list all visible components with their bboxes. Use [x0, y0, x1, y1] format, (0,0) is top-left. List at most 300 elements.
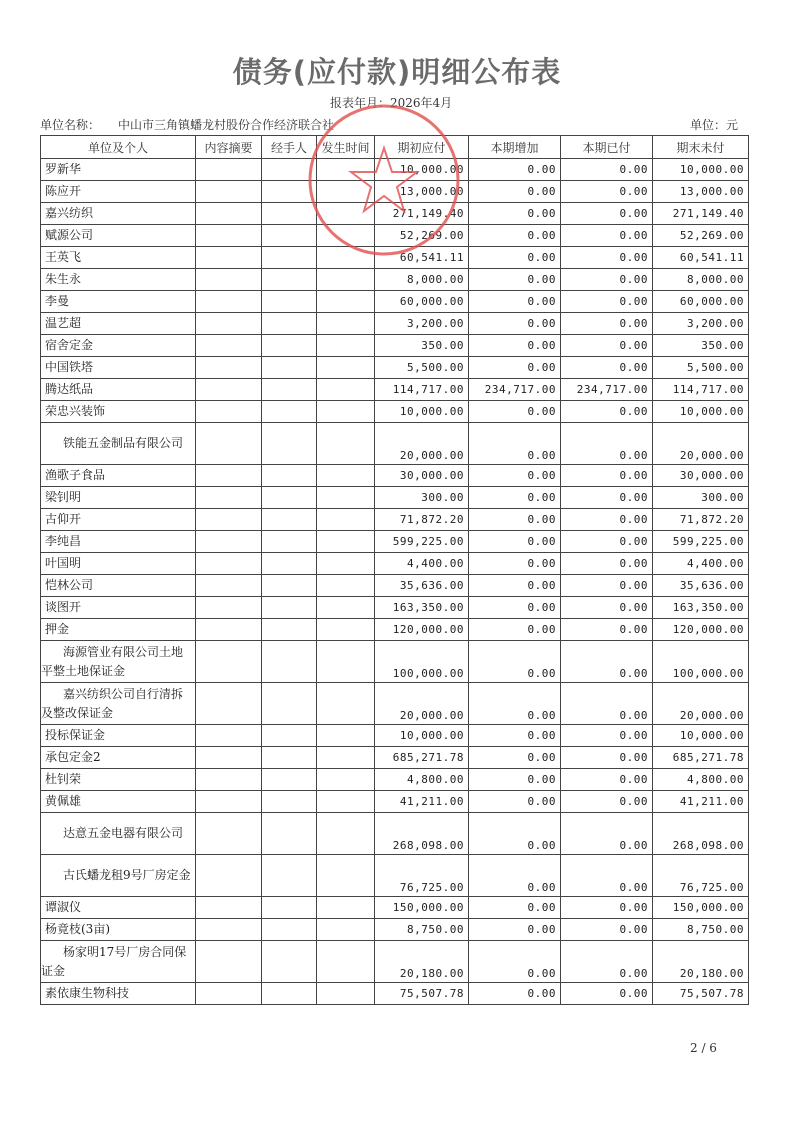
report-period: 报表年月：2026年4月	[330, 96, 453, 110]
summary-cell	[196, 225, 262, 247]
handler-cell	[262, 379, 317, 401]
party-name-cell: 古仰开	[41, 509, 196, 531]
handler-cell	[262, 401, 317, 423]
table-row	[41, 401, 749, 423]
closing-amount-cell: 163,350.00	[653, 597, 749, 619]
closing-amount-cell: 4,800.00	[653, 769, 749, 791]
date-cell	[317, 769, 375, 791]
table-row	[41, 553, 749, 575]
col-header-closing: 期末未付	[653, 136, 749, 159]
handler-cell	[262, 531, 317, 553]
handler-cell	[262, 291, 317, 313]
date-cell	[317, 423, 375, 465]
handler-cell	[262, 619, 317, 641]
increase-amount-cell: 0.00	[469, 423, 561, 465]
paid-amount-cell: 0.00	[561, 159, 653, 181]
increase-amount-cell: 0.00	[469, 919, 561, 941]
opening-amount-cell: 8,750.00	[375, 919, 469, 941]
opening-amount-cell: 60,000.00	[375, 291, 469, 313]
date-cell	[317, 401, 375, 423]
opening-amount-cell: 114,717.00	[375, 379, 469, 401]
party-name-cell: 赋源公司	[41, 225, 196, 247]
date-cell	[317, 941, 375, 983]
party-name-cell: 中国铁塔	[41, 357, 196, 379]
table-header-row	[41, 136, 749, 159]
closing-amount-cell: 75,507.78	[653, 983, 749, 1005]
table-row	[41, 813, 749, 855]
closing-amount-cell: 5,500.00	[653, 357, 749, 379]
summary-cell	[196, 553, 262, 575]
date-cell	[317, 509, 375, 531]
increase-amount-cell: 0.00	[469, 791, 561, 813]
increase-amount-cell: 0.00	[469, 509, 561, 531]
closing-amount-cell: 10,000.00	[653, 401, 749, 423]
party-name-cell: 荣忠兴装饰	[41, 401, 196, 423]
opening-amount-cell: 163,350.00	[375, 597, 469, 619]
party-name-cell: 叶国明	[41, 553, 196, 575]
table-row	[41, 641, 749, 683]
paid-amount-cell: 0.00	[561, 203, 653, 225]
increase-amount-cell: 0.00	[469, 553, 561, 575]
date-cell	[317, 919, 375, 941]
party-name-cell: 陈应开	[41, 181, 196, 203]
summary-cell	[196, 423, 262, 465]
table-row	[41, 725, 749, 747]
party-name-cell: 杜钊荣	[41, 769, 196, 791]
summary-cell	[196, 919, 262, 941]
party-name-cell: 承包定金2	[41, 747, 196, 769]
increase-amount-cell: 0.00	[469, 941, 561, 983]
table-row	[41, 335, 749, 357]
handler-cell	[262, 725, 317, 747]
closing-amount-cell: 20,180.00	[653, 941, 749, 983]
increase-amount-cell: 0.00	[469, 181, 561, 203]
summary-cell	[196, 769, 262, 791]
table-row	[41, 269, 749, 291]
closing-amount-cell: 60,541.11	[653, 247, 749, 269]
paid-amount-cell: 0.00	[561, 247, 653, 269]
opening-amount-cell: 4,400.00	[375, 553, 469, 575]
date-cell	[317, 641, 375, 683]
opening-amount-cell: 268,098.00	[375, 813, 469, 855]
paid-amount-cell: 0.00	[561, 897, 653, 919]
date-cell	[317, 553, 375, 575]
handler-cell	[262, 159, 317, 181]
paid-amount-cell: 0.00	[561, 487, 653, 509]
table-row	[41, 941, 749, 983]
party-name-cell: 恺林公司	[41, 575, 196, 597]
increase-amount-cell: 0.00	[469, 747, 561, 769]
date-cell	[317, 357, 375, 379]
opening-amount-cell: 20,000.00	[375, 683, 469, 725]
page-number: 2 / 6	[690, 1041, 717, 1055]
opening-amount-cell: 20,000.00	[375, 423, 469, 465]
summary-cell	[196, 597, 262, 619]
handler-cell	[262, 225, 317, 247]
table-row	[41, 159, 749, 181]
opening-amount-cell: 120,000.00	[375, 619, 469, 641]
handler-cell	[262, 747, 317, 769]
paid-amount-cell: 0.00	[561, 465, 653, 487]
party-name-cell: 温艺超	[41, 313, 196, 335]
party-name-cell: 铁能五金制品有限公司	[41, 423, 196, 465]
date-cell	[317, 159, 375, 181]
date-cell	[317, 531, 375, 553]
summary-cell	[196, 335, 262, 357]
party-name-cell: 李纯昌	[41, 531, 196, 553]
party-name-cell: 素依康生物科技	[41, 983, 196, 1005]
party-name-cell: 谭淑仪	[41, 897, 196, 919]
date-cell	[317, 813, 375, 855]
opening-amount-cell: 10,000.00	[375, 401, 469, 423]
closing-amount-cell: 10,000.00	[653, 159, 749, 181]
handler-cell	[262, 181, 317, 203]
date-cell	[317, 487, 375, 509]
col-header-summary: 内容摘要	[196, 136, 262, 159]
party-name-cell: 朱生永	[41, 269, 196, 291]
closing-amount-cell: 8,750.00	[653, 919, 749, 941]
date-cell	[317, 725, 375, 747]
closing-amount-cell: 41,211.00	[653, 791, 749, 813]
paid-amount-cell: 0.00	[561, 747, 653, 769]
table-row	[41, 769, 749, 791]
opening-amount-cell: 52,269.00	[375, 225, 469, 247]
closing-amount-cell: 114,717.00	[653, 379, 749, 401]
increase-amount-cell: 0.00	[469, 769, 561, 791]
opening-amount-cell: 350.00	[375, 335, 469, 357]
table-row	[41, 597, 749, 619]
handler-cell	[262, 423, 317, 465]
closing-amount-cell: 300.00	[653, 487, 749, 509]
table-row	[41, 509, 749, 531]
closing-amount-cell: 10,000.00	[653, 725, 749, 747]
closing-amount-cell: 685,271.78	[653, 747, 749, 769]
closing-amount-cell: 35,636.00	[653, 575, 749, 597]
opening-amount-cell: 4,800.00	[375, 769, 469, 791]
party-name-cell: 宿舍定金	[41, 335, 196, 357]
table-row	[41, 291, 749, 313]
date-cell	[317, 465, 375, 487]
paid-amount-cell: 0.00	[561, 813, 653, 855]
col-header-party: 单位及个人	[41, 136, 196, 159]
paid-amount-cell: 0.00	[561, 291, 653, 313]
date-cell	[317, 597, 375, 619]
summary-cell	[196, 291, 262, 313]
closing-amount-cell: 120,000.00	[653, 619, 749, 641]
handler-cell	[262, 597, 317, 619]
paid-amount-cell: 0.00	[561, 225, 653, 247]
summary-cell	[196, 181, 262, 203]
opening-amount-cell: 41,211.00	[375, 791, 469, 813]
paid-amount-cell: 0.00	[561, 553, 653, 575]
opening-amount-cell: 599,225.00	[375, 531, 469, 553]
opening-amount-cell: 8,000.00	[375, 269, 469, 291]
opening-amount-cell: 10,000.00	[375, 159, 469, 181]
org-label: 单位名称：	[40, 118, 101, 132]
date-cell	[317, 313, 375, 335]
table-row	[41, 313, 749, 335]
party-name-cell: 押金	[41, 619, 196, 641]
summary-cell	[196, 313, 262, 335]
closing-amount-cell: 8,000.00	[653, 269, 749, 291]
col-header-increase: 本期增加	[469, 136, 561, 159]
table-row	[41, 575, 749, 597]
payables-table	[40, 135, 749, 1005]
opening-amount-cell: 13,000.00	[375, 181, 469, 203]
date-cell	[317, 203, 375, 225]
handler-cell	[262, 941, 317, 983]
summary-cell	[196, 897, 262, 919]
handler-cell	[262, 357, 317, 379]
handler-cell	[262, 769, 317, 791]
increase-amount-cell: 234,717.00	[469, 379, 561, 401]
opening-amount-cell: 300.00	[375, 487, 469, 509]
date-cell	[317, 575, 375, 597]
date-cell	[317, 619, 375, 641]
table-row	[41, 181, 749, 203]
table-row	[41, 247, 749, 269]
increase-amount-cell: 0.00	[469, 683, 561, 725]
date-cell	[317, 225, 375, 247]
summary-cell	[196, 747, 262, 769]
party-name-cell: 嘉兴纺织公司自行清拆及整改保证金	[41, 683, 196, 725]
date-cell	[317, 747, 375, 769]
handler-cell	[262, 335, 317, 357]
date-cell	[317, 247, 375, 269]
party-name-cell: 嘉兴纺织	[41, 203, 196, 225]
party-name-cell: 王英飞	[41, 247, 196, 269]
col-header-opening: 期初应付	[375, 136, 469, 159]
paid-amount-cell: 0.00	[561, 919, 653, 941]
paid-amount-cell: 0.00	[561, 335, 653, 357]
increase-amount-cell: 0.00	[469, 313, 561, 335]
handler-cell	[262, 553, 317, 575]
summary-cell	[196, 465, 262, 487]
closing-amount-cell: 20,000.00	[653, 423, 749, 465]
closing-amount-cell: 71,872.20	[653, 509, 749, 531]
party-name-cell: 古氏蟠龙租9号厂房定金	[41, 855, 196, 897]
table-row	[41, 983, 749, 1005]
paid-amount-cell: 0.00	[561, 641, 653, 683]
summary-cell	[196, 575, 262, 597]
date-cell	[317, 897, 375, 919]
closing-amount-cell: 150,000.00	[653, 897, 749, 919]
paid-amount-cell: 0.00	[561, 181, 653, 203]
opening-amount-cell: 5,500.00	[375, 357, 469, 379]
paid-amount-cell: 0.00	[561, 769, 653, 791]
date-cell	[317, 181, 375, 203]
handler-cell	[262, 983, 317, 1005]
opening-amount-cell: 76,725.00	[375, 855, 469, 897]
summary-cell	[196, 357, 262, 379]
handler-cell	[262, 683, 317, 725]
handler-cell	[262, 813, 317, 855]
summary-cell	[196, 247, 262, 269]
increase-amount-cell: 0.00	[469, 291, 561, 313]
paid-amount-cell: 0.00	[561, 725, 653, 747]
closing-amount-cell: 268,098.00	[653, 813, 749, 855]
party-name-cell: 腾达纸品	[41, 379, 196, 401]
party-name-cell: 梁钊明	[41, 487, 196, 509]
increase-amount-cell: 0.00	[469, 619, 561, 641]
table-row	[41, 203, 749, 225]
date-cell	[317, 379, 375, 401]
increase-amount-cell: 0.00	[469, 247, 561, 269]
opening-amount-cell: 150,000.00	[375, 897, 469, 919]
increase-amount-cell: 0.00	[469, 225, 561, 247]
paid-amount-cell: 0.00	[561, 531, 653, 553]
table-row	[41, 357, 749, 379]
unit-label: 单位：元	[689, 118, 738, 132]
table-body	[41, 159, 749, 1005]
party-name-cell: 渔歌子食品	[41, 465, 196, 487]
increase-amount-cell: 0.00	[469, 487, 561, 509]
date-cell	[317, 683, 375, 725]
opening-amount-cell: 75,507.78	[375, 983, 469, 1005]
handler-cell	[262, 791, 317, 813]
table-row	[41, 919, 749, 941]
paid-amount-cell: 0.00	[561, 509, 653, 531]
summary-cell	[196, 813, 262, 855]
opening-amount-cell: 20,180.00	[375, 941, 469, 983]
summary-cell	[196, 983, 262, 1005]
summary-cell	[196, 725, 262, 747]
summary-cell	[196, 203, 262, 225]
summary-cell	[196, 641, 262, 683]
closing-amount-cell: 76,725.00	[653, 855, 749, 897]
paid-amount-cell: 0.00	[561, 619, 653, 641]
handler-cell	[262, 919, 317, 941]
increase-amount-cell: 0.00	[469, 897, 561, 919]
handler-cell	[262, 269, 317, 291]
closing-amount-cell: 599,225.00	[653, 531, 749, 553]
summary-cell	[196, 791, 262, 813]
handler-cell	[262, 465, 317, 487]
closing-amount-cell: 100,000.00	[653, 641, 749, 683]
handler-cell	[262, 641, 317, 683]
summary-cell	[196, 683, 262, 725]
paid-amount-cell: 0.00	[561, 855, 653, 897]
paid-amount-cell: 0.00	[561, 791, 653, 813]
closing-amount-cell: 60,000.00	[653, 291, 749, 313]
table-row	[41, 855, 749, 897]
summary-cell	[196, 269, 262, 291]
party-name-cell: 黄佩雄	[41, 791, 196, 813]
paid-amount-cell: 234,717.00	[561, 379, 653, 401]
table-row	[41, 531, 749, 553]
opening-amount-cell: 71,872.20	[375, 509, 469, 531]
date-cell	[317, 855, 375, 897]
party-name-cell: 杨竟枝(3亩)	[41, 919, 196, 941]
increase-amount-cell: 0.00	[469, 335, 561, 357]
paid-amount-cell: 0.00	[561, 313, 653, 335]
page-title: 债务(应付款)明细公布表	[232, 55, 562, 89]
increase-amount-cell: 0.00	[469, 983, 561, 1005]
opening-amount-cell: 35,636.00	[375, 575, 469, 597]
opening-amount-cell: 3,200.00	[375, 313, 469, 335]
paid-amount-cell: 0.00	[561, 357, 653, 379]
closing-amount-cell: 13,000.00	[653, 181, 749, 203]
summary-cell	[196, 855, 262, 897]
summary-cell	[196, 159, 262, 181]
paid-amount-cell: 0.00	[561, 941, 653, 983]
col-header-handler: 经手人	[262, 136, 317, 159]
increase-amount-cell: 0.00	[469, 269, 561, 291]
table-row	[41, 379, 749, 401]
date-cell	[317, 335, 375, 357]
paid-amount-cell: 0.00	[561, 597, 653, 619]
increase-amount-cell: 0.00	[469, 357, 561, 379]
opening-amount-cell: 10,000.00	[375, 725, 469, 747]
table-row	[41, 423, 749, 465]
party-name-cell: 罗新华	[41, 159, 196, 181]
opening-amount-cell: 100,000.00	[375, 641, 469, 683]
col-header-paid: 本期已付	[561, 136, 653, 159]
closing-amount-cell: 4,400.00	[653, 553, 749, 575]
date-cell	[317, 291, 375, 313]
opening-amount-cell: 60,541.11	[375, 247, 469, 269]
opening-amount-cell: 271,149.40	[375, 203, 469, 225]
closing-amount-cell: 3,200.00	[653, 313, 749, 335]
org-name: 中山市三角镇蟠龙村股份合作经济联合社	[118, 118, 335, 132]
table-row	[41, 225, 749, 247]
increase-amount-cell: 0.00	[469, 465, 561, 487]
table-row	[41, 683, 749, 725]
increase-amount-cell: 0.00	[469, 575, 561, 597]
table-row	[41, 465, 749, 487]
date-cell	[317, 269, 375, 291]
opening-amount-cell: 685,271.78	[375, 747, 469, 769]
closing-amount-cell: 20,000.00	[653, 683, 749, 725]
paid-amount-cell: 0.00	[561, 983, 653, 1005]
closing-amount-cell: 350.00	[653, 335, 749, 357]
handler-cell	[262, 897, 317, 919]
summary-cell	[196, 401, 262, 423]
increase-amount-cell: 0.00	[469, 813, 561, 855]
increase-amount-cell: 0.00	[469, 203, 561, 225]
party-name-cell: 海源管业有限公司土地平整土地保证金	[41, 641, 196, 683]
closing-amount-cell: 271,149.40	[653, 203, 749, 225]
paid-amount-cell: 0.00	[561, 575, 653, 597]
table-row	[41, 619, 749, 641]
increase-amount-cell: 0.00	[469, 725, 561, 747]
closing-amount-cell: 52,269.00	[653, 225, 749, 247]
increase-amount-cell: 0.00	[469, 641, 561, 683]
paid-amount-cell: 0.00	[561, 423, 653, 465]
party-name-cell: 李曼	[41, 291, 196, 313]
summary-cell	[196, 619, 262, 641]
col-header-date: 发生时间	[317, 136, 375, 159]
paid-amount-cell: 0.00	[561, 683, 653, 725]
handler-cell	[262, 509, 317, 531]
handler-cell	[262, 855, 317, 897]
summary-cell	[196, 509, 262, 531]
closing-amount-cell: 30,000.00	[653, 465, 749, 487]
handler-cell	[262, 313, 317, 335]
increase-amount-cell: 0.00	[469, 597, 561, 619]
table-row	[41, 897, 749, 919]
handler-cell	[262, 575, 317, 597]
party-name-cell: 谈图开	[41, 597, 196, 619]
date-cell	[317, 791, 375, 813]
table-row	[41, 487, 749, 509]
handler-cell	[262, 203, 317, 225]
date-cell	[317, 983, 375, 1005]
handler-cell	[262, 247, 317, 269]
paid-amount-cell: 0.00	[561, 401, 653, 423]
paid-amount-cell: 0.00	[561, 269, 653, 291]
table-row	[41, 747, 749, 769]
